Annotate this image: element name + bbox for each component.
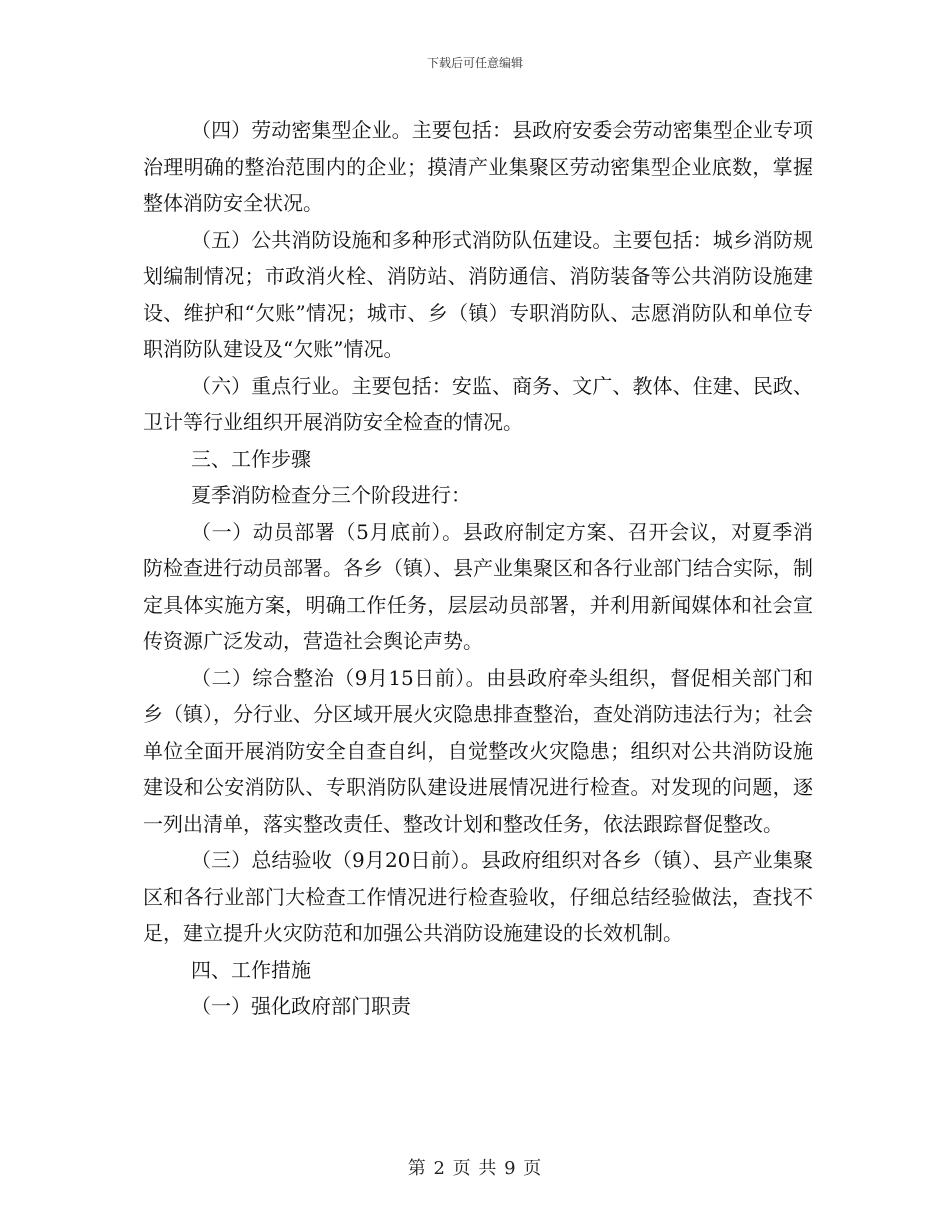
- section-heading-work-steps: 三、工作步骤: [191, 446, 311, 471]
- paragraph-mobilization: （一）动员部署（5月底前）。县政府制定方案、召开会议，对夏季消防检查进行动员部署。各乡（镇）、县产业集聚区和各行业部门结合实际，制定具体实施方案，明确工作任务，层层动员部署，并利用新闻媒体和社会宣传资源广泛发动，营造社会舆论声势。: [143, 519, 813, 653]
- page-number: 第 2 页 共 9 页: [407, 1158, 543, 1179]
- page-header: 下载后可任意编辑: [426, 56, 523, 70]
- document-body: [143, 112, 813, 1025]
- paragraph-key-industries: （六）重点行业。主要包括：安监、商务、文广、教体、住建、民政、卫计等行业组织开展消防安全检查的情况。: [143, 373, 813, 434]
- paragraph-three-stages: 夏季消防检查分三个阶段进行：: [191, 483, 471, 507]
- paragraph-labor-intensive: （四）劳动密集型企业。主要包括：县政府安委会劳动密集型企业专项治理明确的整治范围内的企业；摸清产业集聚区劳动密集型企业底数，掌握整体消防安全状况。: [143, 118, 813, 215]
- section-heading-work-measures: 四、工作措施: [191, 957, 311, 982]
- subheading-government-duties: （一）强化政府部门职责: [191, 994, 411, 1018]
- paragraph-rectification: （二）综合整治（9月15日前）。由县政府牵头组织，督促相关部门和乡（镇），分行业、分区域开展火灾隐患排查整治，查处消防违法行为；社会单位全面开展消防安全自查自纠，自觉整改火灾隐患；组织对公共消防设施建设和公安消防队、专职消防队建设进展情况进行检查。对发现的问题，逐一列出清单，落实整改责任、整改计划和整改任务，依法跟踪督促整改。: [143, 665, 813, 836]
- paragraph-public-facilities: （五）公共消防设施和多种形式消防队伍建设。主要包括：城乡消防规划编制情况；市政消火栓、消防站、消防通信、消防装备等公共消防设施建设、维护和“欠账”情况；城市、乡（镇）专职消防队、志愿消防队和单位专职消防队建设及“欠账”情况。: [143, 227, 813, 361]
- paragraph-acceptance: （三）总结验收（9月20日前）。县政府组织对各乡（镇）、县产业集聚区和各行业部门大检查工作情况进行检查验收，仔细总结经验做法，查找不足，建立提升火灾防范和加强公共消防设施建设的长效机制。: [143, 848, 813, 945]
